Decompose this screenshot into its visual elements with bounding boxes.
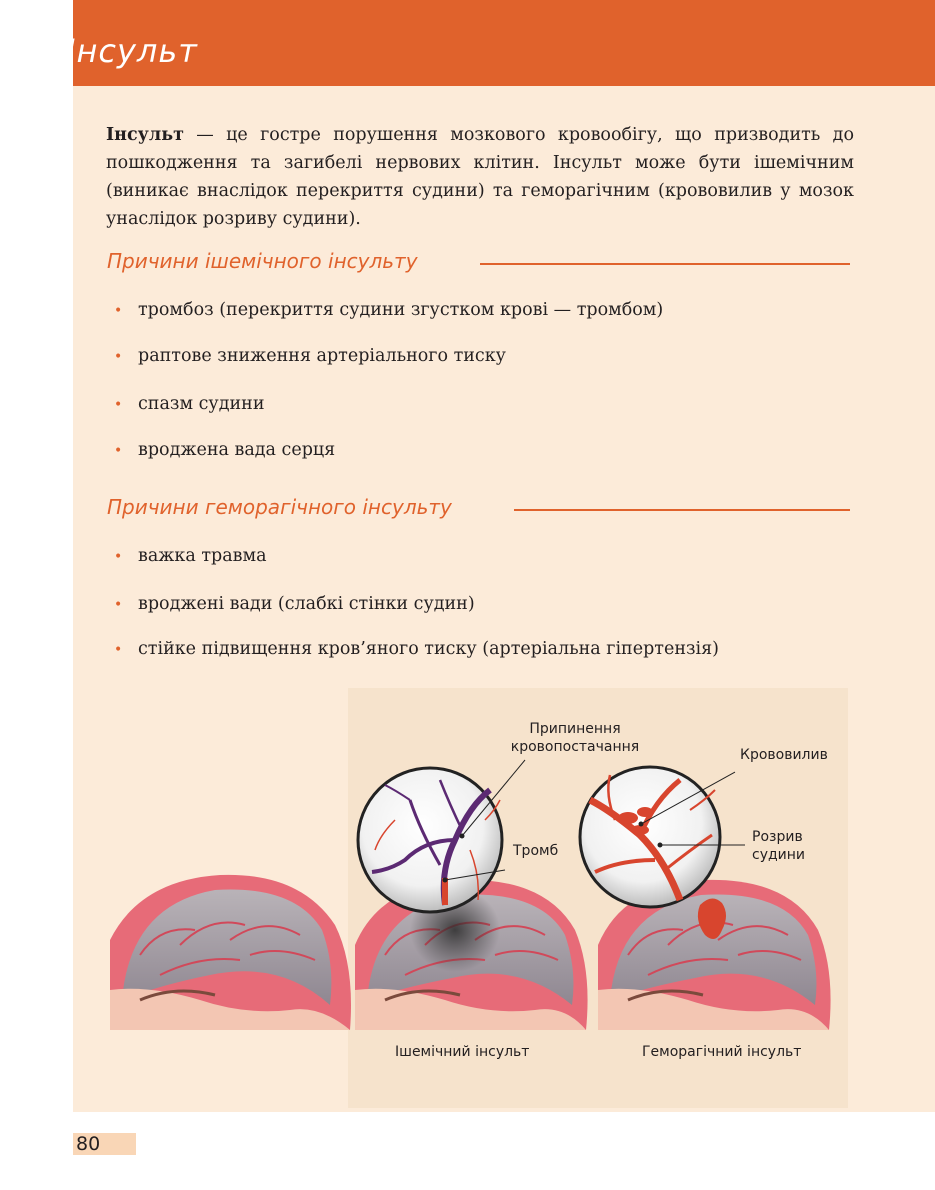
- list-item: • спазм судини: [114, 394, 265, 414]
- list-item: • вроджена вада серця: [114, 440, 336, 460]
- page-number: 80: [76, 1133, 101, 1155]
- list-item: • тромбоз (перекриття судини згустком крові — тромбом): [114, 300, 664, 320]
- head-illustration-ischemic: [355, 880, 588, 1030]
- caption-hemorrhagic: Геморагічний інсульт: [642, 1044, 802, 1060]
- bullet-icon: •: [114, 349, 123, 365]
- label-blood-supply-stop: Припинення кровопостачання: [510, 721, 640, 755]
- label-clot: Тромб: [513, 843, 559, 859]
- list-item: • важка травма: [114, 546, 267, 566]
- bullet-icon: •: [114, 549, 123, 565]
- intro-text: — це гостре порушення мозкового кровообігу, що призводить до пошкодження та загибелі нервових клітин. Інсульт може бути ішемічним (виникає внаслідок перекриття судини) та геморагічним (крововилив у мозок унаслідок розриву судини).: [106, 125, 854, 229]
- bullet-icon: •: [114, 397, 123, 413]
- bullet-icon: •: [114, 597, 123, 613]
- list-item: • раптове зниження артеріального тиску: [114, 346, 506, 366]
- bullet-icon: •: [114, 443, 123, 459]
- intro-term: Інсульт: [106, 125, 184, 145]
- label-hemorrhage: Крововилив: [740, 747, 828, 763]
- list-item: • вроджені вади (слабкі стінки судин): [114, 594, 475, 614]
- head-illustration-left: [110, 875, 351, 1030]
- bullet-icon: •: [114, 642, 123, 658]
- chapter-title: Інсульт: [66, 32, 198, 70]
- ischemic-causes-title: Причини ішемічного інсульту: [107, 249, 418, 273]
- bullet-icon: •: [114, 303, 123, 319]
- list-item: • стійке підвищення кров’яного тиску (артеріальна гіпертензія): [114, 639, 719, 659]
- label-vessel-rupture: Розрив судини: [752, 829, 806, 863]
- hemorrhagic-causes-title: Причини геморагічного інсульту: [107, 495, 452, 519]
- caption-ischemic: Ішемічний інсульт: [395, 1044, 530, 1060]
